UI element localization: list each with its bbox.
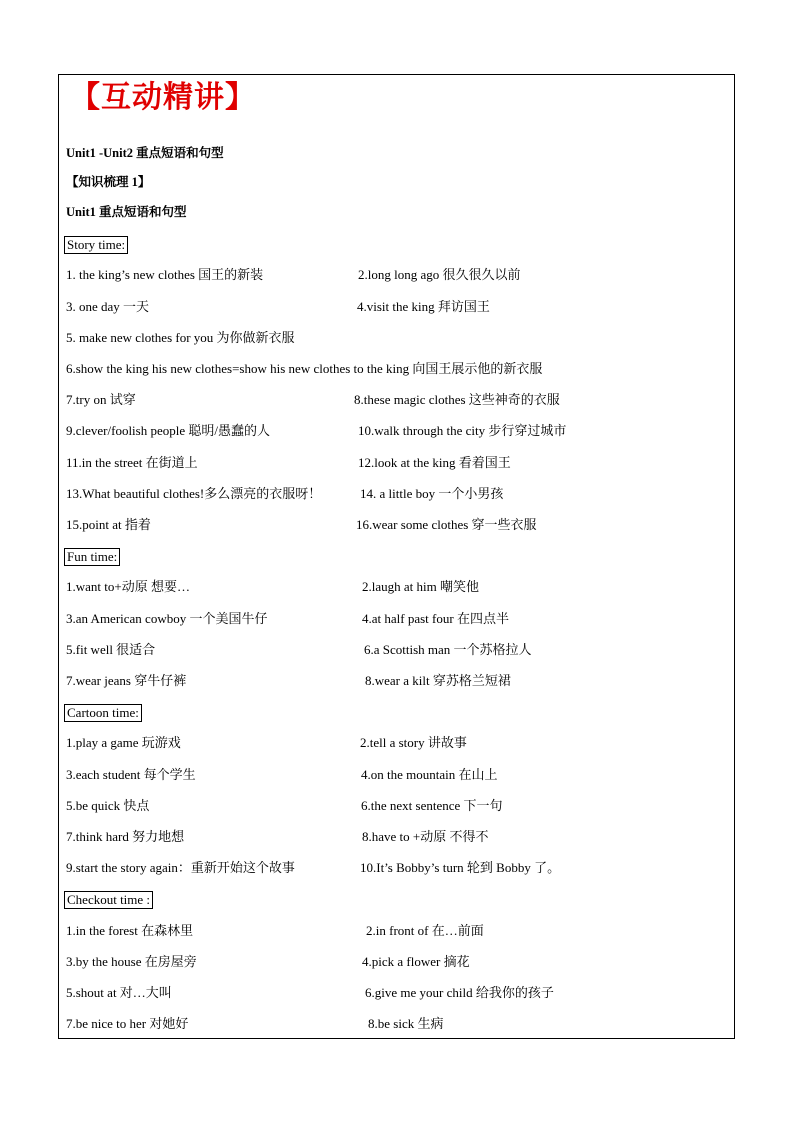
phrase-item: 2.in front of 在…前面 [366,923,484,938]
knowledge-heading: 【知识梳理 1】 [66,175,151,189]
section-label-checkout-time: Checkout time : [64,891,153,909]
phrase-item: 12.look at the king 看着国王 [358,455,511,470]
phrase-item: 2.laugh at him 嘲笑他 [362,579,479,594]
phrase-item: 6.give me your child 给我你的孩子 [365,985,554,1000]
unit-range-heading: Unit1 -Unit2 重点短语和句型 [66,146,224,160]
section-label-cartoon-time: Cartoon time: [64,704,142,722]
phrase-item: 1.want to+动原 想要… [66,579,190,594]
phrase-item: 8.have to +动原 不得不 [362,829,489,844]
phrase-item: 5.shout at 对…大叫 [66,985,172,1000]
phrase-item: 5.fit well 很适合 [66,642,156,657]
phrase-item: 4.pick a flower 摘花 [362,954,470,969]
phrase-item: 14. a little boy 一个小男孩 [360,486,504,501]
phrase-item: 9.start the story again：重新开始这个故事 [66,860,295,875]
section-label-fun-time: Fun time: [64,548,120,566]
phrase-item: 7.think hard 努力地想 [66,829,185,844]
phrase-item: 6.show the king his new clothes=show his new clothes to the king 向国王展示他的新衣服 [66,361,543,376]
phrase-item: 3.an American cowboy 一个美国牛仔 [66,611,268,626]
phrase-item: 3. one day 一天 [66,299,150,314]
phrase-item: 6.a Scottish man 一个苏格拉人 [364,642,532,657]
unit1-heading: Unit1 重点短语和句型 [66,205,187,219]
phrase-item: 7.wear jeans 穿牛仔裤 [66,673,187,688]
phrase-item: 2.long long ago 很久很久以前 [358,267,521,282]
phrase-item: 8.be sick 生病 [368,1016,444,1031]
phrase-item: 10.walk through the city 步行穿过城市 [358,423,567,438]
phrase-item: 10.It’s Bobby’s turn 轮到 Bobby 了。 [360,860,561,875]
phrase-item: 3.each student 每个学生 [66,767,196,782]
phrase-item: 5. make new clothes for you 为你做新衣服 [66,330,295,345]
phrase-item: 1. the king’s new clothes 国王的新装 [66,267,264,282]
phrase-item: 7.be nice to her 对她好 [66,1016,189,1031]
phrase-item: 3.by the house 在房屋旁 [66,954,197,969]
phrase-item: 8.these magic clothes 这些神奇的衣服 [354,392,560,407]
phrase-item: 16.wear some clothes 穿一些衣服 [356,517,537,532]
phrase-item: 1.in the forest 在森林里 [66,923,194,938]
phrase-item: 11.in the street 在街道上 [66,455,198,470]
section-label-story-time: Story time: [64,236,128,254]
phrase-item: 4.at half past four 在四点半 [362,611,509,626]
phrase-item: 5.be quick 快点 [66,798,150,813]
phrase-item: 1.play a game 玩游戏 [66,735,181,750]
phrase-item: 4.on the mountain 在山上 [361,767,498,782]
phrase-item: 6.the next sentence 下一句 [361,798,503,813]
phrase-item: 7.try on 试穿 [66,392,136,407]
banner-title: 【互动精讲】 [70,80,256,115]
phrase-item: 8.wear a kilt 穿苏格兰短裙 [365,673,511,688]
phrase-item: 4.visit the king 拜访国王 [357,299,490,314]
phrase-item: 15.point at 指着 [66,517,151,532]
phrase-item: 13.What beautiful clothes!多么漂亮的衣服呀！ [66,486,322,501]
phrase-item: 9.clever/foolish people 聪明/愚蠢的人 [66,423,270,438]
phrase-item: 2.tell a story 讲故事 [360,735,467,750]
